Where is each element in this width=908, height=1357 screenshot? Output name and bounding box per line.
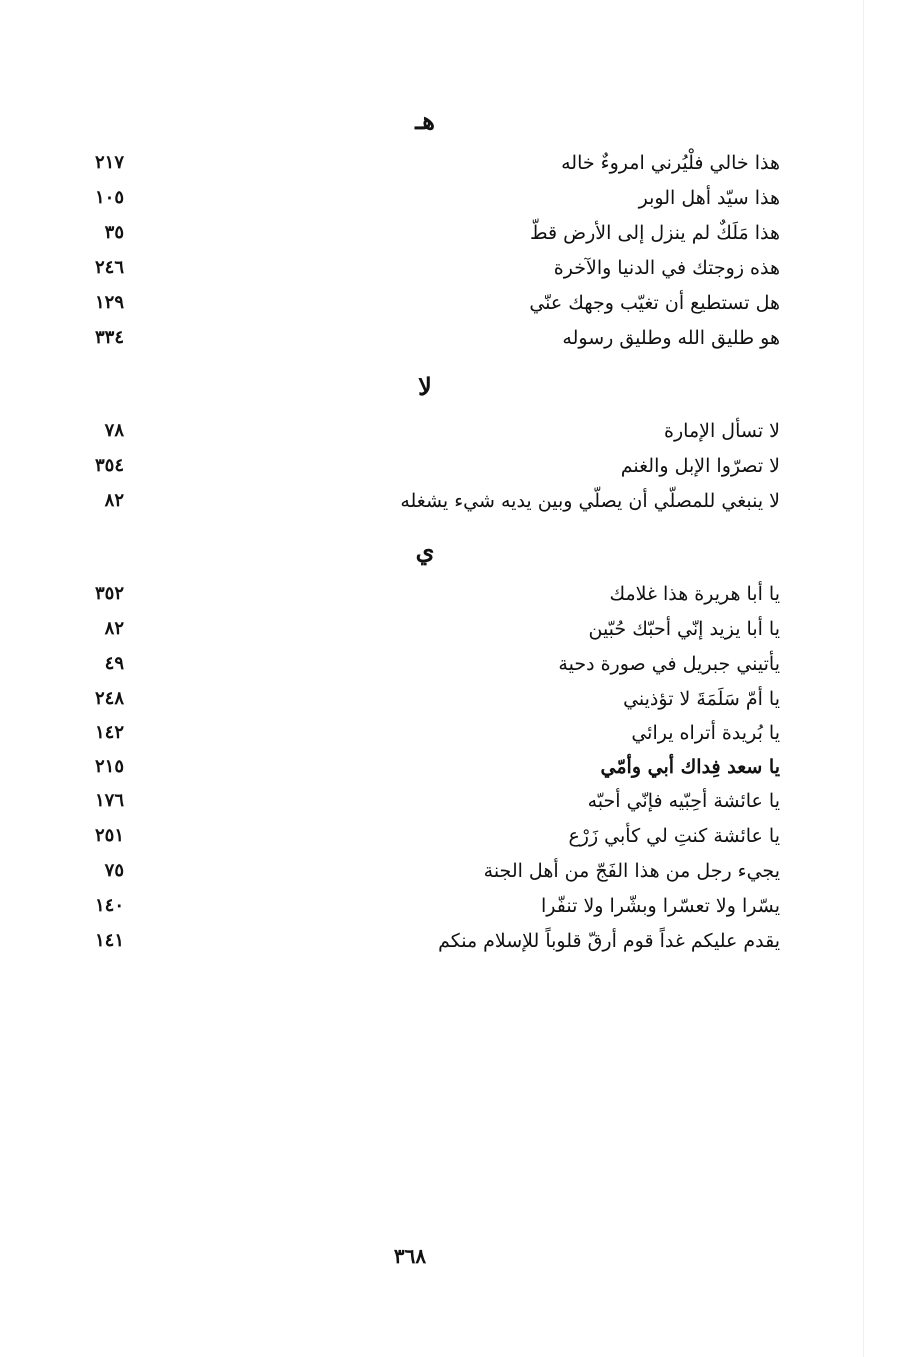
entry-page-number: ٢١٧ [94,152,124,173]
section-heading-la: لا [418,372,432,401]
entry-text: يا عائشة أحِبّيه فإنّي أحبّه [587,790,780,812]
entry-text: يقدم عليكم غداً قوم أرقّ قلوباً للإسلام منكم [438,930,780,952]
page-edge-line [863,0,864,1357]
entry-text: يا أمّ سَلَمَةَ لا تؤذيني [623,688,780,710]
entry-page-number: ٣٥ [104,222,124,243]
index-entry [80,257,780,291]
entry-text: هذه زوجتك في الدنيا والآخرة [553,257,780,279]
section-heading-ya: ي [415,536,435,565]
entry-page-number: ١٤٠ [94,895,124,916]
index-entry [80,653,780,687]
index-entry [80,583,780,617]
index-entry [80,930,780,964]
entry-text: يا سعد فِداك أبي وأمّي [600,756,780,778]
entry-page-number: ٢٤٦ [94,257,124,278]
index-entry [80,490,780,524]
index-entry [80,895,780,929]
entry-text: هذا خالي فلْيُرني امروءٌ خاله [561,152,780,174]
entry-page-number: ٤٩ [104,653,124,674]
entry-text: هو طليق الله وطليق رسوله [562,327,780,349]
section-heading-ha: هـ [415,106,435,135]
entry-text: هل تستطيع أن تغيّب وجهك عنّي [529,292,780,314]
entry-page-number: ٣٥٤ [94,455,124,476]
entry-page-number: ١٢٩ [94,292,124,313]
entry-text: يا عائشة كنتِ لي كأبي زَرْع [568,825,780,847]
entry-page-number: ٣٣٤ [94,327,124,348]
entry-page-number: ٨٢ [104,490,124,511]
index-entry [80,790,780,824]
entry-text: هذا مَلَكٌ لم ينزل إلى الأرض قطّ [529,222,780,244]
entry-text: يا أبا يزيد إنّي أحبّك حُبّين [588,618,780,640]
entry-page-number: ٨٢ [104,618,124,639]
index-entry [80,222,780,256]
index-entry [80,688,780,722]
entry-page-number: ١٧٦ [94,790,124,811]
index-entry [80,455,780,489]
entry-page-number: ٧٥ [104,860,124,881]
index-entry [80,187,780,221]
page-number: ٣٦٨ [393,1244,427,1268]
entry-page-number: ٢١٥ [94,756,124,777]
entry-text: لا تصرّوا الإبل والغنم [620,455,780,477]
entry-page-number: ٧٨ [104,420,124,441]
entry-text: هذا سيّد أهل الوبر [638,187,780,209]
entry-page-number: ٣٥٢ [94,583,124,604]
entry-page-number: ١٤٢ [94,722,124,743]
entry-text: يأتيني جبريل في صورة دحية [558,653,780,675]
entry-text: لا ينبغي للمصلّي أن يصلّي وبين يديه شيء يشغله [400,490,780,512]
index-entry [80,860,780,894]
index-entry [80,152,780,186]
entry-text: لا تسأل الإمارة [664,420,780,442]
index-entry [80,756,780,790]
entry-page-number: ٢٥١ [94,825,124,846]
entry-text: يا أبا هريرة هذا غلامك [609,583,780,605]
index-entry [80,420,780,454]
entry-page-number: ١٤١ [94,930,124,951]
entry-text: يا بُريدة أتراه يرائي [631,722,780,744]
index-entry [80,618,780,652]
index-entry [80,327,780,361]
index-entry [80,825,780,859]
entry-page-number: ٢٤٨ [94,688,124,709]
entry-text: يجيء رجل من هذا الفَجّ من أهل الجنة [483,860,780,882]
index-entry [80,722,780,756]
entry-page-number: ١٠٥ [94,187,124,208]
index-entry [80,292,780,326]
entry-text: يسّرا ولا تعسّرا وبشّرا ولا تنفّرا [541,895,780,917]
